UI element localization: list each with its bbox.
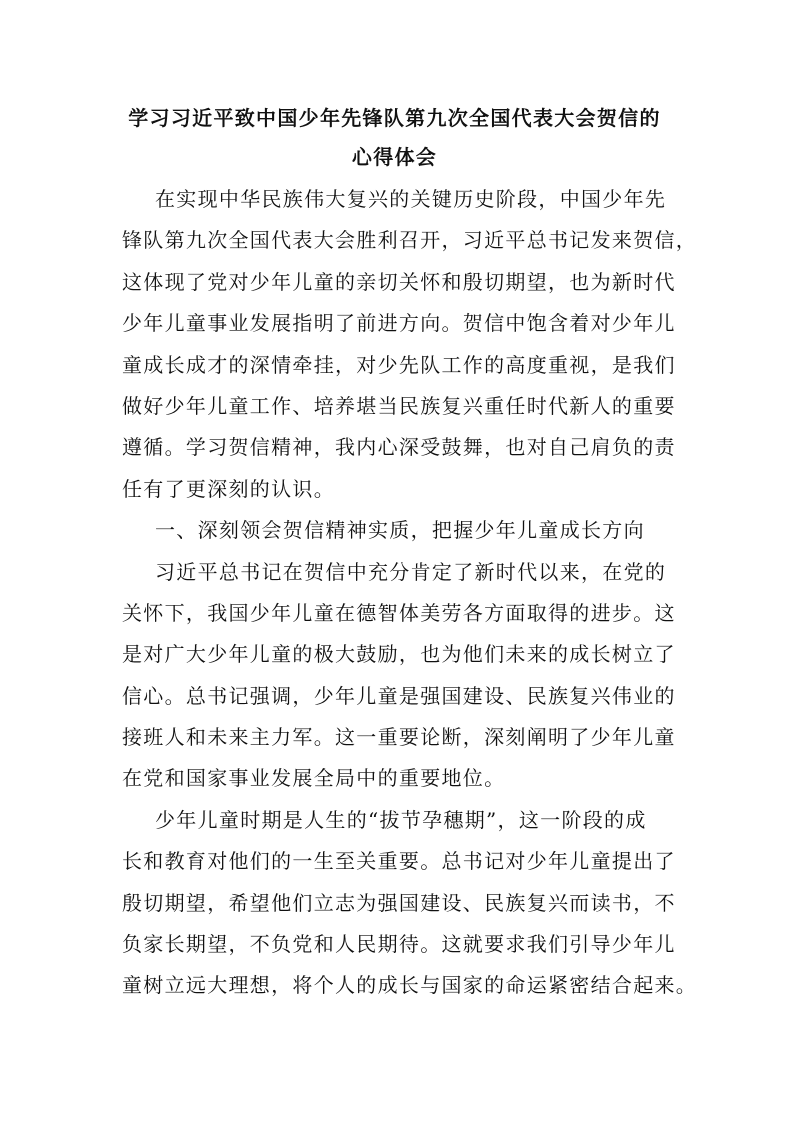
text-line: 少年儿童事业发展指明了前进方向。贺信中饱含着对少年儿	[122, 311, 676, 336]
text-line: 这体现了党对少年儿童的亲切关怀和殷切期望，也为新时代	[122, 269, 676, 294]
text-line: 长和教育对他们的一生至关重要。总书记对少年儿童提出了	[122, 849, 676, 874]
text-line: 是对广大少年儿童的极大鼓励，也为他们未来的成长树立了	[122, 642, 676, 667]
text-line: 接班人和未来主力军。这一重要论断，深刻阐明了少年儿童	[122, 725, 676, 750]
text-line: 关怀下，我国少年儿童在德智体美劳各方面取得的进步。这	[122, 600, 676, 625]
document-title-line-1: 学习习近平致中国少年先锋队第九次全国代表大会贺信的	[128, 106, 661, 130]
text-line: 童树立远大理想，将个人的成长与国家的命运紧密结合起来。	[122, 973, 698, 998]
text-line: 童成长成才的深情牵挂，对少先队工作的高度重视，是我们	[122, 352, 676, 377]
section-heading: 一、深刻领会贺信精神实质，把握少年儿童成长方向	[155, 518, 645, 543]
text-line: 任有了更深刻的认识。	[122, 476, 335, 501]
text-line: 做好少年儿童工作、培养堪当民族复兴重任时代新人的重要	[122, 393, 676, 418]
text-line: 在实现中华民族伟大复兴的关键历史阶段，中国少年先	[155, 187, 667, 211]
document-title-line-2: 心得体会	[351, 145, 438, 169]
text-line: 少年儿童时期是人生的“拔节孕穗期”，这一阶段的成	[155, 807, 647, 832]
text-line: 在党和国家事业发展全局中的重要地位。	[122, 766, 506, 791]
text-line: 习近平总书记在贺信中充分肯定了新时代以来，在党的	[155, 559, 667, 584]
document-body	[122, 184, 722, 1012]
text-line: 锋队第九次全国代表大会胜利召开，习近平总书记发来贺信，	[122, 228, 698, 253]
text-line: 遵循。学习贺信精神，我内心深受鼓舞，也对自己肩负的责	[122, 435, 676, 460]
text-line: 负家长期望，不负党和人民期待。这就要求我们引导少年儿	[122, 932, 676, 957]
text-line: 殷切期望，希望他们立志为强国建设、民族复兴而读书，不	[122, 890, 676, 915]
text-line: 信心。总书记强调，少年儿童是强国建设、民族复兴伟业的	[122, 683, 676, 708]
